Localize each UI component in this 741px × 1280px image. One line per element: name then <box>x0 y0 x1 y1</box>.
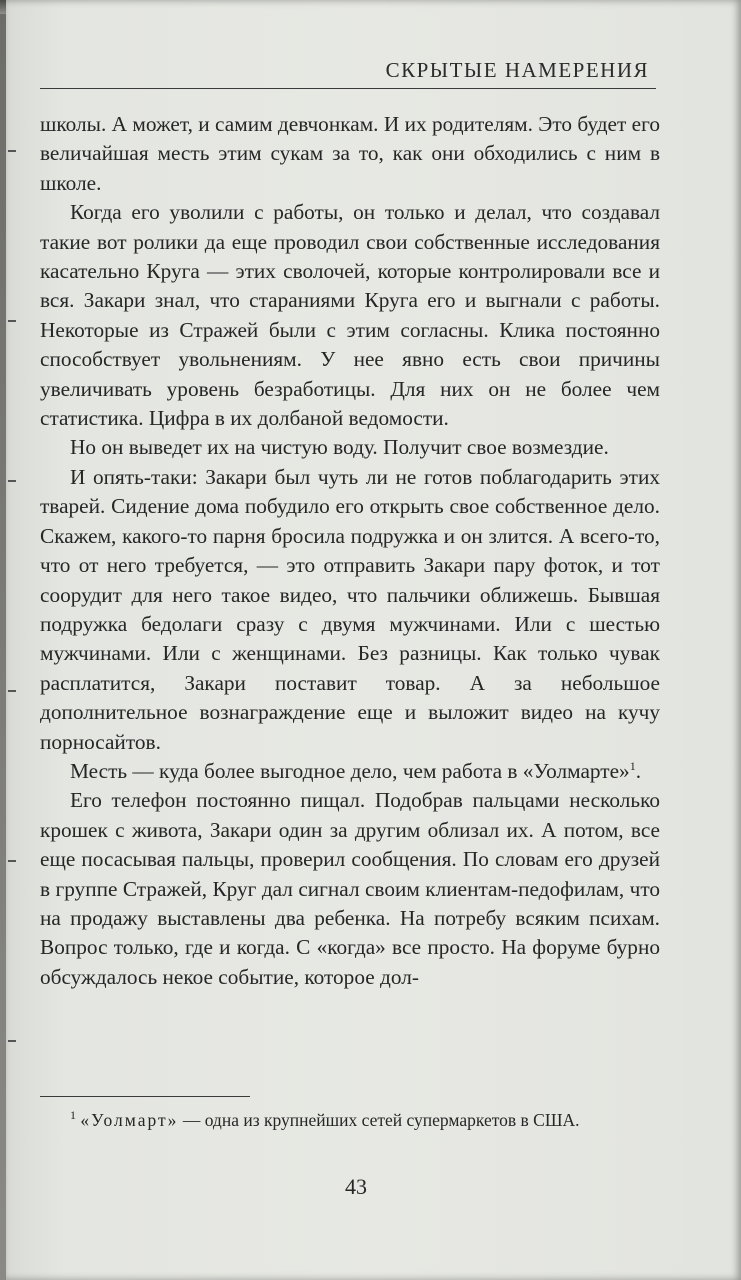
footnote-number: 1 <box>70 1108 76 1123</box>
paragraph: школы. А может, и самим девчонкам. И их родителям. Это будет его величайшая месть этим сукам за то, как они обходились с ним в школе. <box>40 112 660 195</box>
footnote-term: «Уолмарт» <box>80 1110 179 1130</box>
paragraph-with-footnote: Месть — куда более выгодное дело, чем работа в «Уолмарте»$^1$. <box>70 758 642 783</box>
running-header: СКРЫТЫЕ НАМЕРЕНИЯ <box>385 58 649 82</box>
paragraph: Но он выведет их на чистую воду. Получит свое возмездие. <box>70 435 609 460</box>
footnote <box>40 1107 660 1133</box>
footnote-marker: 1 <box>629 758 636 773</box>
paragraph: Его телефон постоянно пищал. Подобрав пальцами несколько крошек с живота, Закари один за другим облизал их. А потом, все еще посасывая пальцы, проверил сообщения. По словам его друзей в группе Стражей, Круг дал сигнал своим клиентам-педофилам, что на продажу выставлены два ребенка. На потребу всяким психам. Вопрос только, где и когда. С «когда» все просто. На форуме бурно обсуждалось некое событие, которое дол- <box>40 788 660 989</box>
footnote-text: — одна из крупнейших сетей супермаркетов в США. <box>178 1110 580 1130</box>
footnote-rule <box>40 1096 250 1097</box>
header-rule <box>40 88 656 89</box>
margin-marks <box>6 0 20 1280</box>
paragraph: Когда его уволили с работы, он только и делал, что создавал такие вот ролики да еще проводил свои собственные исследования касательно Круга — этих сволочей, которые контролировали все и вся. Закари знал, что стараниями Круга его и выгнали с работы. Некоторые из Стражей были с этим согласны. Клика постоянно способствует увольнениям. У нее явно есть свои причины увеличивать уровень безработицы. Для них он не более чем статистика. Цифра в их долбаной ведомости. <box>40 200 660 431</box>
body-text <box>40 110 660 992</box>
book-page <box>6 0 741 1280</box>
page-number: 43 <box>345 1174 367 1199</box>
paragraph: И опять-таки: Закари был чуть ли не готов поблагодарить этих тварей. Сидение дома побудило его открыть свое собственное дело. Скажем, какого-то парня бросила подружка и он злится. А всего-то, что от него требуется, — это отправить Закари пару фоток, и тот соорудит для него такое видео, что пальчики оближешь. Бывшая подружка бедолаги сразу с двумя мужчинами. Или с шестью мужчинами. Или с женщинами. Без разницы. Как только чувак расплатится, Закари поставит товар. А за небольшое дополнительное вознаграждение еще и выложит видео на кучу порносайтов. <box>40 464 660 754</box>
paragraph-text: Месть — куда более выгодное дело, чем работа в «Уолмарте» <box>70 758 630 783</box>
